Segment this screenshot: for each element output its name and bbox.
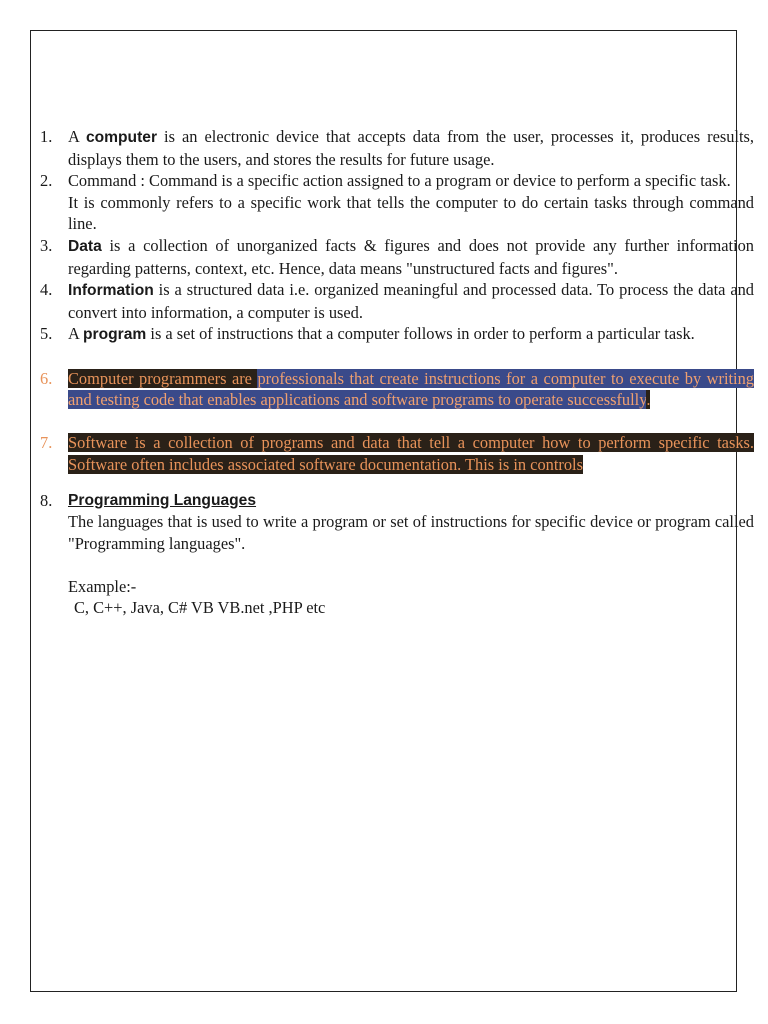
highlight-selected-text: professionals that create instructions for a computer to execute by writing and testing code that enables applications and software programs to operate successfully [68,368,754,410]
list-item [40,126,754,170]
item-text: is a set of instructions that a computer follows in order to perform a particular task. [146,324,695,344]
item-number: 7. [40,433,53,453]
item-number: 5. [40,324,53,344]
item-text: Command : Command is a specific action assigned to a program or device to perform a specific task. [68,171,731,191]
item-text: The languages that is used to write a program or set of instructions for specific device or program called "Programming languages". [68,512,754,553]
item-prefix: A [68,324,84,344]
item-text: is an electronic device that accepts data from the user, processes it, produces results, displays them to the users, and stores the results for future usage. [68,127,755,169]
section-heading: Programming Languages [68,491,257,509]
item-number: 3. [40,235,53,255]
item-number: 8. [40,490,53,510]
list-item [40,490,754,620]
list-item-highlighted [40,368,754,411]
item-prefix: A [68,127,86,146]
document-body [40,126,754,619]
item-text-continued: It is commonly refers to a specific work that tells the computer to do certain tasks through command line. [68,192,754,234]
list-item [40,170,754,235]
item-number: 4. [40,280,53,300]
example-label: Example:- [68,576,137,596]
item-number: 2. [40,171,53,191]
list-item [40,235,754,279]
highlight-dark-text: Computer programmers are [68,368,258,388]
list-item [40,279,754,323]
term-program: program [83,326,147,344]
term-computer: computer [85,129,158,146]
item-number: 6. [40,368,53,388]
term-information: Information [68,282,154,300]
highlight-dark-text-end: . [646,390,651,410]
item-text: is a structured data i.e. organized meaningful and processed data. To process the data and convert into information, a computer is used. [68,280,754,322]
item-text: is a collection of unorganized facts & figures and does not provide any further information regarding patterns, context, etc. Hence, data means "unstructured facts and figures". [68,235,754,278]
example-values: C, C++, Java, C# VB VB.net ,PHP etc [74,598,326,618]
highlight-dark-text: Software is a collection of programs and data that tell a computer how to perform specific tasks. Software often includes associated software documentation. This is in controls [68,433,754,474]
item-number: 1. [40,127,53,146]
list-item [40,323,754,346]
term-data: Data [68,237,102,255]
list-item-highlighted [40,432,754,475]
